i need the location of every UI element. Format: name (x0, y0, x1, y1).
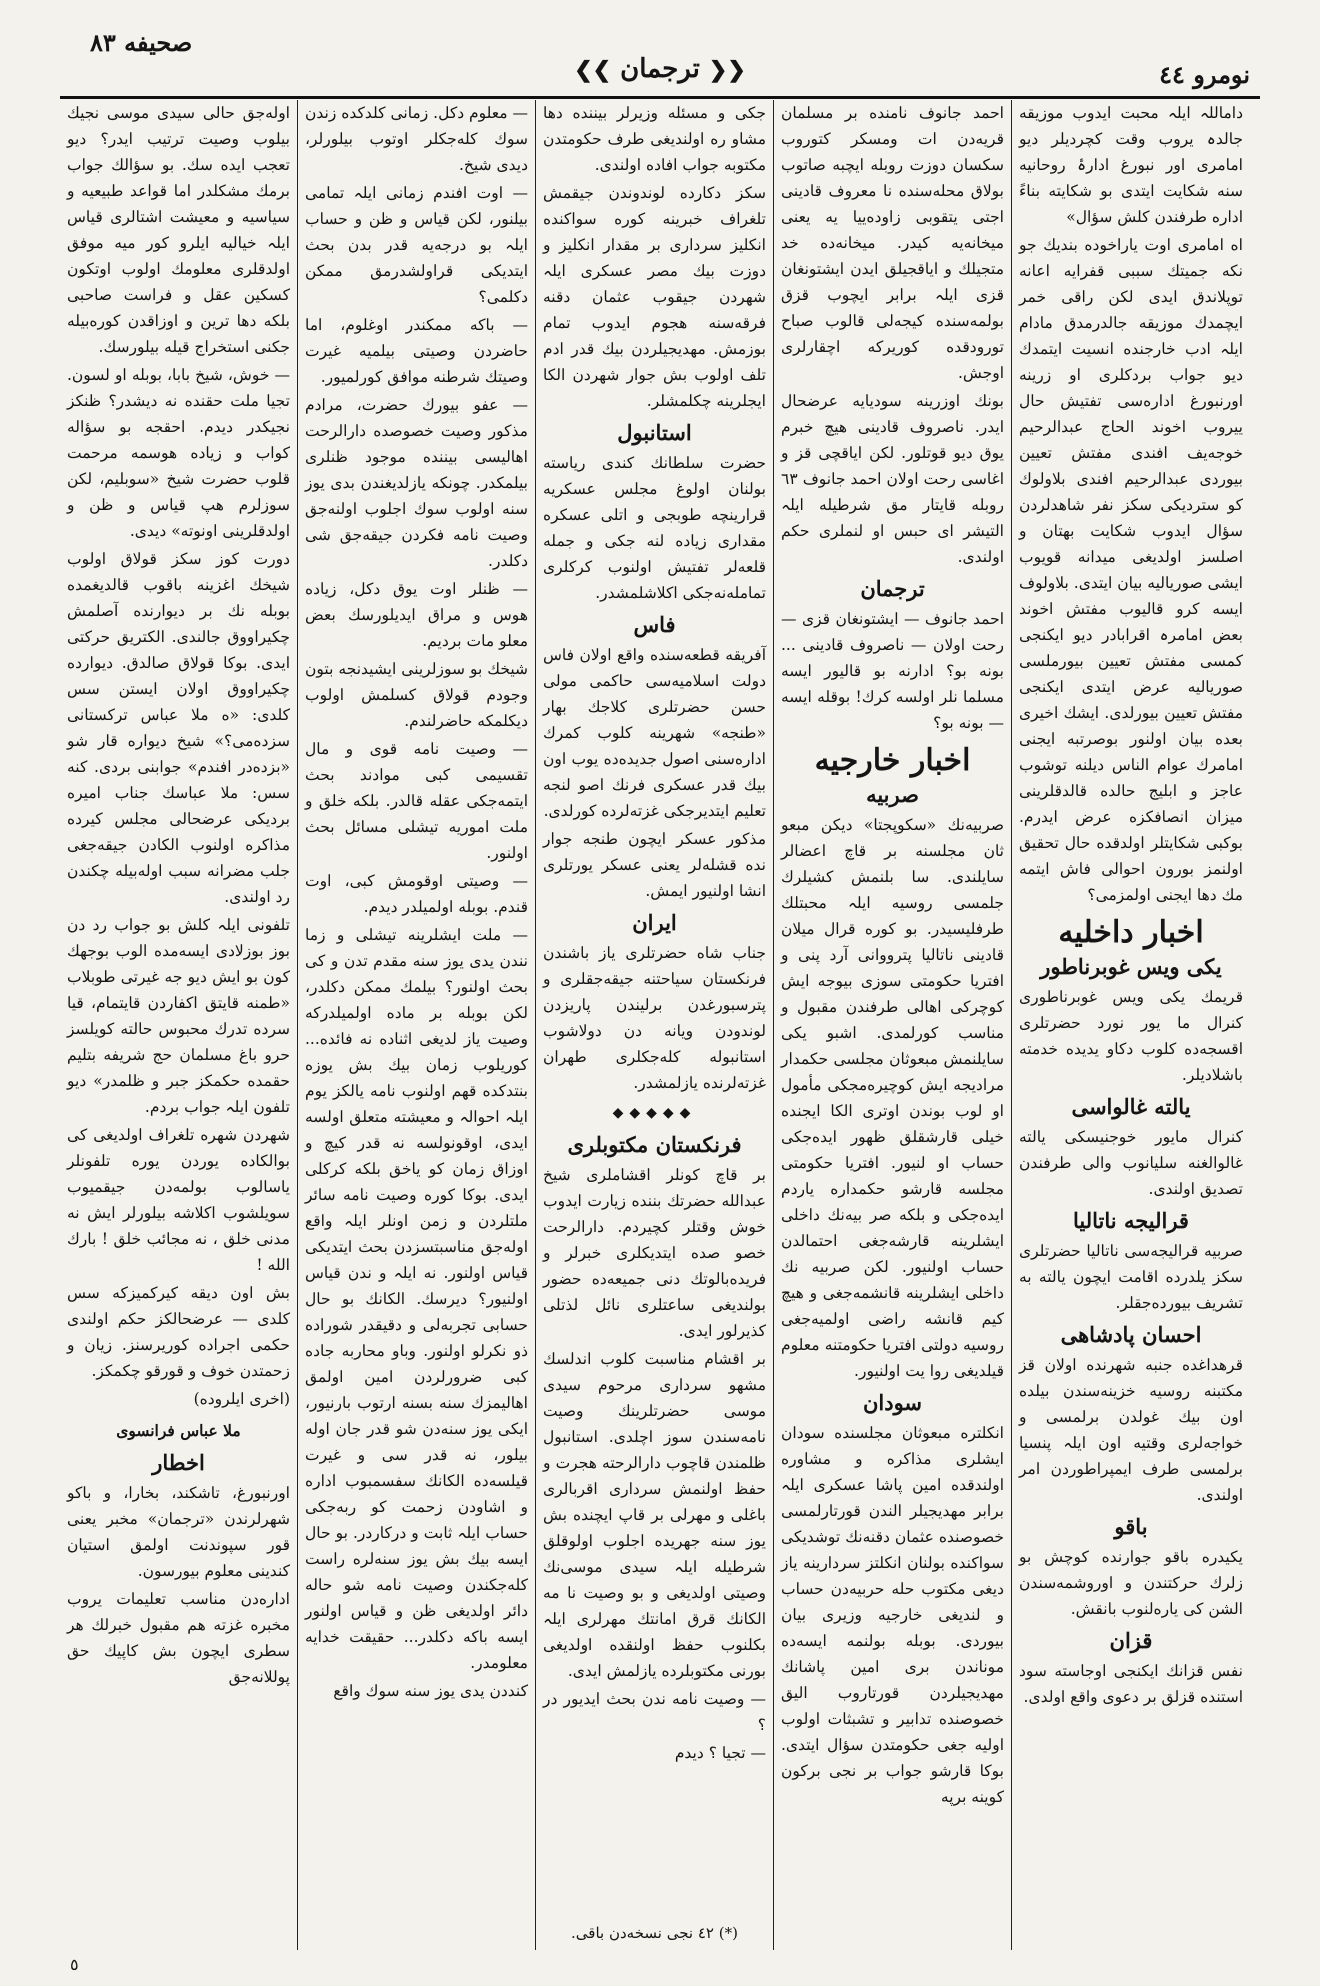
article-title: سودان (862, 1390, 923, 1415)
paragraph: بر اقشام مناسبت کلوب اندلسك مشهو سرداری مرحوم سیدی موسی حضرتلرینك وصیت نامه‌سندن سوز اچلدی. استانبول ظلمندن قاچوب دارالرحته هجرت و حفظ اولنمش سرداری اقربالری باغلی و مهرلی بر قاپ ایچنده بش یوز سنه جهریده اجلوب اولوقلق شرطیله ایلہ سیدی موسی‌نك وصیتی اولدیغی و بو وصیت نا مه الکانك قرق امانتك مهرلری ایلہ بکلنوب حفظ اولنقده اولدیغی بورنی مکتوبلرده یازلمش ایدی. (543, 1350, 766, 1680)
section-heading: اخبار داخلیه (1058, 915, 1204, 950)
paragraph: جناب شاه حضرتلری یاز باشندن فرنکستان سیاحتنه جیقه‌جقلری و پترسبورغدن برلیندن پاریزدن لوندودن ویانه دن دولاشوب استانبوله کله‌جکلری طهران غزته‌لرنده یازلمشدر. (543, 944, 766, 1092)
paragraph: بش اون دیقه کیرکمیزکه سس کلدی — عرضحالکز حکم اولندی حکمی اجراده کوریرسنز. زیان و زحمتدن خوف و قورقو چکمکز. (67, 1284, 290, 1380)
column-5 (60, 100, 298, 1950)
article-title: یکی ویس غوبرناطور (1040, 954, 1222, 979)
ornament-icon: ❮❮ (708, 57, 746, 83)
paragraph: اداره‌دن مناسب تعلیمات یروب مخبره غزته هم مقبول خبرلك هر سطری ایچون بش کاپیك حق پوللانه‌جق (67, 1590, 290, 1686)
paragraph: — ملت ایشلرینه تیشلی و زما نندن یدی یوز سنه مقدم تدن و کی بحث اولنور؟ بیلمك ممکن دکلدر، لکن بوبله بر ماده اولمیلدرکه وصیت یاز لدیغی اثناده نه فائده... کوریلوب زمان بیك بش یوزه بنتدکده قهم اولنوب نامه یالکز یوم ایلہ احوالہ و معیشته متعلق اولسه ایدی، اوقونولسه نه قدر کیچ و اوزاق زمان کو یاخق بلکه کرکلی ایدی. بوکا کوره وصیت نامه سائر ملتلردن و زمن اونلر ایلہ واقع اوله‌جق مناسبتسزدن بحث ایتدیکی قیاس اولنور. نه ایلہ و ندن قیاس اولنیور؟ دیرسك. الکانك بو حال حسابی تجربه‌لی و دقیقدر شوراده ذو نکرلو اولنور. وباو محاربه ‌جاده کبی ضرورلردن امین اولمق اهالیمزك سنه بسنه ارتوب بارنیور، ایکی یوز سنه‌دن شو قدر جان اوله بیلور، نه قدر سی و غیرت قیلسه‌ده الکانك سفسمبوب اداره و اشاودن زحمت کو ربه‌جکی حساب ایلہ ثابت و درکاردر. بو حال ایسه بیك بش یوز سنه‌لره راست کله‌جکندن وصیت نامه شو حاله دائر اولدیغی ظن و قیاس اولنور ایسه باکه دکلدر... حقیقت خدایه معلومدر. (305, 926, 528, 1672)
paragraph: داماللہ ایلہ محبت ایدوب موزیقه جالدہ یروب وقت کچردیلر دیو امامری اور نبورغ ادارۂ روحانیه سنه شکایت ایتدی بو شکایته بناءً اداره طرفندن کلش سؤال» (1019, 104, 1243, 226)
paragraph: — اوت افندم زمانی ایلہ تمامی بیلنور، لکن قیاس و ظن و حساب ایلہ بو درجه‌یه قدر بدن بحث ایتدیکی قراولشدرمق ممکن دکلمی؟ (305, 184, 528, 306)
paragraph: — باکه ممکندر اوغلوم، اما حاضردن وصیتی بیلمیه غیرت وصیتك شرطنه موافق کورلمیور. (305, 316, 528, 386)
paragraph: — خوش، شیخ بابا، بوبله او لسون. تجیا ملت حقنده نه دیشدر؟ ظنکز نجیکدر دیدم. احقجه بو سؤاله کواب و زیاده هوسمه مرحمت قلوب حضرت شیخ «سوبلیم، لکن سوزلرم هپ قیاس و ظن و اولدقلرینی اونوته» دیدی. (67, 366, 290, 540)
article-title: قرالیجه ناتالیا (1073, 1208, 1189, 1233)
paragraph: سکز دکارده لوندوندن جیقمش تلغراف خبرینه کوره سواکنده انکلیز سرداری بر مقدار انکلیز و دوزت بیك مصر عسکری ایلہ شهردن جیقوب عثمان دقنه فرقه‌سنه هجوم ایدوب تمام بوزمش. مهدیجیلردن بیك قدر ادم تلف اولوب بش جوار شهردن الکا ایجلرینه چکلمشلر. (543, 184, 766, 410)
paragraph: — ظنلر اوت یوق دکل، زیاده هوس و مراق ایدیلورسك بعض معلو مات بردیم. (305, 580, 528, 650)
paragraph: آفریقه قطعه‌سنده واقع اولان فاس دولت اسلامیه‌سی حاکمی مولی حسن حضرتلری کلاجك بهار «طنجه» شهرینه کلوب کمرك اداره‌سنی اصول جدیده‌ده یوب اون بیك قدر عسکری فرنك اصو لنجه تعلیم ایتدیرجکی غزته‌لرده کورلدی. (543, 646, 766, 820)
paragraph: — عفو بیورك حضرت، مرادم مذکور وصیت خصوصده دارالرحت اهالیسی بیننده موجود ظنلری بیلمکدر. چونکه یازلدیغندن بدی یوز سنه اولوب سوك اجلوب اولنه‌جق وصیت نامه فکردن جیقه‌جق شی دکلدر. (305, 396, 528, 570)
column-4 (298, 100, 536, 1950)
paragraph: نفس قزانك ایکنجی اوجاسته سود استنده قزلق بر دعوی واقع اولدی. (1019, 1662, 1243, 1706)
paragraph: دورت کوز سکز قولاق اولوب شیخك اغزینه باقوب قالدیغمده بوبله نك بر دیوارنده آصلمش چکیراووق جالندی. الکتریق حرکتی ایدی. بوکا قولاق صالدق. دیوارده چکیراووق اولان ایستن سس کلدی: «ه ملا عباس ترکستانی سزده‌می؟» شیخ دیواره قار شو «بزده‌در افندم» جوابنی بردی. کنه سس: ملا عباسك جناب امیره برديکی عرضحالی مجلس کیرده مذاکره اولنوب الکادن جیقه‌جغی جلب مضرانه سبب اوله‌بیله چکندن رد اولندی. (67, 550, 290, 906)
article-title: فرنکستان مکتوبلری (567, 1132, 742, 1157)
paragraph: تلفونی ایلہ کلش بو جواب رد دن بوز بوزلادی ایسه‌مده الوب بوجهك کون بو ایش دیو جه غیرتی طوبلاب «طمنه قایتق اکفاردن قایتمام، قیا سرده تدرك محبوس حالته کویلسز حرو باغ مسلمان حج شریفه بتلیم حقمده حکمکز جبر و ظلمدر» دیو تلفون ایلہ جواب بردم. (67, 916, 290, 1116)
article-title: ایران (632, 910, 677, 935)
article-title: باقو (1114, 1514, 1148, 1539)
paragraph: — وصیتی اوقومش کبی، اوت قندم. بوبله اولمیلدر دیدم. (305, 872, 528, 916)
article-columns (60, 100, 1250, 1950)
paragraph: شهردن شهره تلغراف اولدیغی کی بوالکاده یوردن یوره تلفونلر یاسالوب بولمه‌دن جیقمیوب سویلشوب اکلاشه بیلورلر ایش نه مدنی خلق ، نه مجائب خلق ! بارك الله ! (67, 1126, 290, 1274)
paragraph: حضرت سلطانك کندی ریاسته بولنان اولوغ مجلس عسکریه قرارینچه طوبجی و اتلی عسکره مقداری زیاده لنه جکی و جمله قلعه‌لر تفتیش اولنوب کرکلری تمامله‌نه‌جکی اکلاشلمشدر. (543, 454, 766, 602)
paragraph: (اخری ایلروده) (193, 1390, 290, 1408)
article-title: ترجمان (860, 576, 925, 601)
paragraph: صربیه قرالیجه‌سی ناتالیا حضرتلری سکز یلدرده اقامت ایچون یالته به تشریف بیورده‌جقلر. (1019, 1242, 1243, 1312)
paragraph: احمد جانوف — ایشتونغان قزی — رحت اولان — ناصروف قادینی ... بونه بو؟ ادارنه بو قالیور ایسه مسلما نلر اولسه کرك! بوقله ایسه — بونه بو؟ (781, 610, 1004, 732)
newspaper-title-block (40, 54, 1280, 84)
paragraph: انکلتره مبعوثان مجلسنده سودان ایشلری مذاکره و مشاوره اولندقده امین پاشا عسکری ایلہ برابر مهدیجیلر الندن قورتارلمسی خصوصنده عثمان دقنه‌نك توشدیکی سواکنده بولنان انکلتز سردارینه یاز دیغی مکتوب حله حربیه‌دن حساب و لندیغی خارجیه وزیری بیان بیوردی. بوبله بولنمه ایسه‌ده موناندن بری امین پاشانك مهدیجیلردن قورتاروب الیق خصوصنده تدابیر و تشبثات اولوب اولیه جغی حکومتدن سؤال ایتدی. بوکا قارشو جواب بر نجی برکون کوینه برپه (781, 1424, 1004, 1806)
paragraph: قریمك یکی ویس غوبرناطوری کنرال ما یور نورد حضرتلری اقسجه‌ده کلوب دکاو یدیده خدمته باشلادیلر. (1019, 988, 1243, 1084)
author-signature: ملا عباس فرانسوی (116, 1421, 241, 1440)
paragraph: صربیه‌نك «سکوپجتا» دیکن مبعو ثان مجلسنه بر قاچ اعضالر سایلندی. سا بلنمش کشیلرك جلمسی روسیه ایلہ محبتلك طرفلیسیدر. بو کوره قرال میلان قادینی ناتالیا پترووانی آرد پنی و افتریا حکومتی سوزی بیوجه ایش کوچرکی اهالی طرفندن مقبول و مناسب کورلمدی. اشبو یکی سایلنمش مبعوثان مجلسی حکمدار مرادیجه ایش کوچیره‌مجکی مأمول او لوب بوندن اوتری الکا ایجنده خیلی قارشقلق ظهور ایده‌جکی حساب او لنیور. افتریا حکومتی مجلسه قارشو حکمداره یاردم ایده‌جکی و بلکه صر بیه‌نك داخلی ایشلرینه قارشه‌جغی احتمالدن حساب اولنیور. لکن صربیه نك داخلی ایشلرینه قانشمه‌جغی و هیچ کیم قانشه راضی اولمیه‌جغی روسیه دولتی افتریا حکومتنه معلوم قیلدیغی روا یت اولنیور. (781, 816, 1004, 1380)
paragraph: بر قاچ کونلر اقشاملری شیخ عبدالله حضرتك بننده زیارت ایدوب خوش وقتلر کچیردم. دارالرحت خصو صده ایتدیکلری خبرلر و فریده‌بالوتك دنی جمیعه‌ده حضور بولندیغی ساعتلری نائل لذتلی کذیرلور ایدی. (543, 1166, 766, 1340)
article-title: استانبول (617, 420, 692, 445)
article-title: یالته غالواسی (1071, 1094, 1191, 1119)
newspaper-title: ترجمان (620, 54, 700, 84)
column-1 (1012, 100, 1250, 1950)
paragraph: یکیدره باقو جوارنده کوچش بو زلرك حرکتندن و اوروشمه‌سندن الشن کی یاره‌لنوب بانقش. (1019, 1548, 1243, 1618)
article-title: صربیه (866, 782, 919, 807)
issue-number: نومرو ٤٤ (1159, 60, 1250, 89)
masthead-rule (60, 96, 1260, 99)
paragraph: احمد جانوف نامنده بر مسلمان قریه‌دن ات ومسکر کتوروب سکسان دوزت روبله ایچبه صاتوب بولاق محله‌سنده نا معروف قادینی اجتی یتقوبی زاوده‌ییا یه یعنی میخانه‌یه کیدر. میخانه‌ده خد متجیلك و ایاقجیلق ایدن ایشتونغان قزی ایلہ برابر ایچوب قزق بولمه‌سنده کیجه‌لی قالوب صباح تورودقده کوریرکه اچقارلری اوجش. (781, 104, 1004, 382)
article-title: فاس (633, 612, 676, 637)
paragraph: — معلوم دکل. زمانی کلدکده زندن سوك کله‌جکلر اوتوب بیلورلر، دیدی شیخ. (305, 104, 528, 174)
section-heading: اخبار خارجیه (814, 743, 971, 778)
footnote: (*) ٤٢ نجی نسخه‌دن باقی. (571, 1924, 738, 1942)
masthead (40, 20, 1280, 90)
paragraph: بونك اوزرینه سودیایه عرضحال ایدر. ناصروف قادینی هیچ خبرم یوق دیو قوتلور. لکن ایاقچی قز و اغاسی رحت اولان احمد جانوف ٦٣ روبله قایتار مق شرطیله ایلہ التیشر ای حبس او لنملری حکم اولندی. (781, 392, 1004, 566)
article-title: قزان (1109, 1628, 1153, 1653)
page-number: صحيفه ٨٣ (90, 28, 193, 57)
column-2 (774, 100, 1012, 1950)
bottom-mark: ٥ (70, 1955, 79, 1974)
paragraph: اوله‌جق حالی سیدی موسی نجیك بیلوب وصیت ترتیب ایدر؟ دیو تعجب ایده سك. بو سؤالك جواب برمك مشکلدر اما قواعد طبیعیه و سیاسیه و معیشت اشتالری قیاس ایلہ خیالیه ایلرو کور میه موفق اولدقلری معلومك اولوب اوتکون کسکین عقل و فراست صاحبی بلکه دها ترین و اوزاقدن کوره‌بیله جکنی استخراج قیله بیلورسك. (67, 104, 290, 356)
paragraph: جکی و مسئله وزیرلر بیننده دها مشاو ره اولندیغی طرف حکومتدن مکتوبه جواب افاده اولندی. (543, 104, 766, 174)
paragraph: مذکور عسکر ایچون طنجه جوار نده قشله‌لر یعنی عسکر یورتلری انشا اولنیور ایمش. (543, 830, 766, 900)
paragraph: — وصیت نامه قوی و مال تقسیمی کبی موادند بحث ایتمه‌جکی عقله قالدر. بلکه خلق و ملت اموریه تیشلی مسائل بحث اولنور. (305, 740, 528, 862)
paragraph: اورنبورغ، تاشکند، بخارا، و باکو شهرلرندن «ترجمان» مخبر یعنی قور سپوندنت اولمق استیان کندینی معلوم بیورسون. (67, 1484, 290, 1580)
paragraph: قرهداغده جنبه شهرنده اولان قز مکتبنه روسیه خزینه‌سندن بیلده اون بیك غولدن برلمسی و خواجه‌لری وقتیه اون ایلہ پنسیا برلمسی طرف ایمپراطوردن امر اولندی. (1019, 1356, 1243, 1504)
paragraph: اه امامری اوت یاراخوده بندیك جو نکه جمیتك سببی قفرایه اعانه توپلاندق ایدی لکن راقی خمر ایچمدك موزیقه جالدرمدق مادام ایلہ ادب خارجنده انسیت ایتمدك دیو جواب بردکلری او زرینه اورنبورغ اداره‌سی تفتیش حال ییروب اخوند الحاج عبدالرحیم خوجه‌یف افندی مفتش تعیین بیوردی عبدالرحیم افندی بلاولوك کو ستردیکی سکز نفر شاهدلردن سؤال ایدوب شکایت بهتان و اصلسز اولدیغی میدانه قویوب ایشی صوریالیه بیان ایتدی. بلاولوف ایسه کرو قالیوب مفتش اخوند بعض امامرہ اقرابادر دیو ایکنجی کمسی مفتش تعیین بیورملسی صوریالیه عرض ایتدی ایکنجی مفتش تعیین بیورلدی. ایشك اخیری بعده بیان اولنور بوصرتبه ایجنی امامرك عوام الناس دیلنه توشوب عاجز و ابلیج حالده قالدقلرینی میزان انصافکزه عرض ایدرم. بوکبی شکایتلر اولدقده حال تحقیق اولنمز بورون احوالی فاش ایتمه‌ مك دها ایجنی اولمزمی؟ (1019, 236, 1243, 904)
paragraph: شیخك بو سوزلرینی ایشیدنجه بتون وجودم قولاق کسلمش اولوب دیکلمکه حاضرلندم. (305, 660, 528, 730)
article-title: احسان پادشاهی (1060, 1322, 1202, 1347)
paragraph: — تجیا ؟ دیدم (674, 1744, 766, 1762)
article-title: اخطار (152, 1450, 205, 1475)
paragraph: کنددن یدی یوز سنه سوك واقع (333, 1682, 528, 1700)
paragraph: — وصیت نامه ندن بحث ایدیور در ؟ (543, 1690, 766, 1734)
ornament-divider: ◆◆◆◆◆ (612, 1105, 697, 1121)
column-3 (536, 100, 774, 1950)
paragraph: کنرال مایور خوجنیسکی یالته غالوالغنه سلیانوب والی طرفندن تصدیق اولندی. (1019, 1128, 1243, 1198)
ornament-icon: ❯❯ (574, 57, 612, 83)
